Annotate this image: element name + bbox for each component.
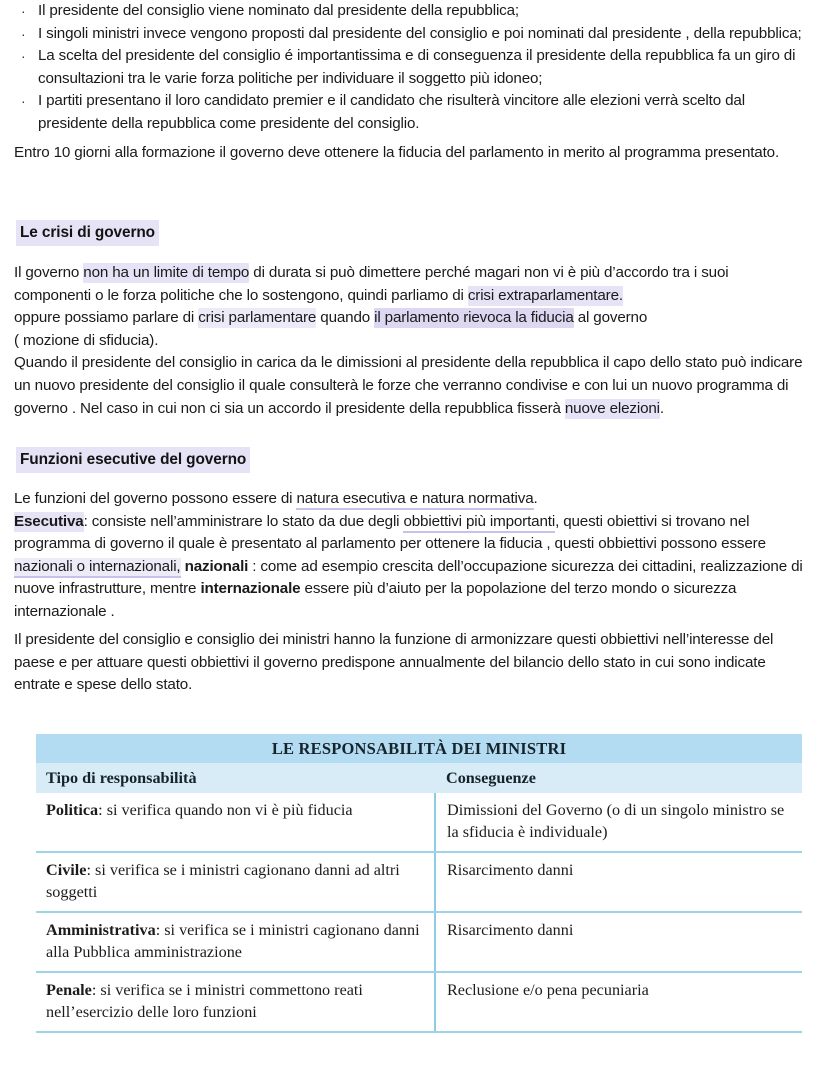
table-cell-tipo [36, 852, 435, 912]
list-item-text: Il presidente del consiglio viene nominato dal presidente della repubblica; [38, 2, 519, 19]
list-item [14, 23, 804, 46]
run-bold: nazionali [184, 557, 249, 575]
run-text: al governo [573, 309, 648, 327]
run-text: di durata si può dimettere perché magari non vi è più d’accordo tra i suoi componenti o le forza politiche che lo sostengono, quindi parliamo di [14, 264, 729, 304]
run-text: , questi obiettivi si trovano nel programma di governo il quale è presentato al parlamento per ottenere la fiducia , questi obbiettivi possono essere [14, 512, 766, 553]
responsibility-type-label: Amministrativa [46, 921, 156, 939]
table-row [36, 912, 802, 972]
run-highlight: crisi parlamentare [198, 309, 317, 327]
section-heading-crisi-block [16, 220, 806, 246]
responsibility-type-rest: : si verifica se i ministri cagionano danni ad altri soggetti [46, 861, 400, 901]
run-highlight-underline: nazionali o internazionali, [14, 558, 181, 578]
intro-bullet-list [14, 0, 804, 136]
bullet-point-icon: · [21, 93, 26, 110]
table-header-row [36, 763, 802, 793]
table-cell-conseguenza: Risarcimento danni [435, 852, 802, 912]
run-text: : come ad esempio crescita dell’occupazione sicurezza dei cittadini, realizzazione di nuove infrastrutture, mentre [14, 557, 803, 598]
responsibility-type-rest: : si verifica se i ministri cagionano danni alla Pubblica amministrazione [46, 921, 420, 961]
paragraph-crisi-2 [14, 307, 804, 330]
table-row [36, 972, 802, 1032]
run-text: . [533, 490, 538, 507]
run-highlight: non ha un limite di tempo [83, 264, 250, 281]
run-highlight: nuove elezioni [564, 399, 660, 417]
table-row [36, 852, 802, 912]
table-cell-conseguenza: Risarcimento danni [435, 912, 802, 972]
list-item-text: La scelta del presidente del consiglio é importantissima e di conseguenza il presidente della repubblica fa un giro di consultazioni tra le varie forza politiche per individuare il soggetto più idoneo; [38, 47, 796, 87]
table-cell-tipo [36, 912, 435, 972]
run-text: . [659, 399, 664, 417]
bullet-point-icon: · [21, 25, 26, 42]
table-title-row [36, 734, 802, 763]
intro-bullet-list-block [14, 0, 804, 136]
table-cell-conseguenza: Reclusione e/o pena pecuniaria [435, 972, 802, 1032]
section-body-funzioni [14, 488, 814, 624]
paragraph-funzioni-1 [14, 488, 814, 511]
closing-paragraph-block [14, 629, 804, 697]
bullet-point-icon: · [21, 48, 26, 65]
run-text: Le funzioni del governo possono essere di [14, 490, 297, 507]
section-body-crisi [14, 262, 804, 420]
paragraph-crisi-1 [14, 262, 804, 307]
list-item [14, 90, 804, 135]
table-column-header-conseguenze: Conseguenze [435, 763, 802, 793]
intro-closing-block [14, 142, 804, 165]
section-heading-funzioni-block [16, 447, 806, 473]
table-cell-tipo [36, 972, 435, 1032]
run-bold: internazionale [200, 580, 301, 598]
responsibility-type-rest: : si verifica quando non vi è più fiducia [98, 801, 353, 819]
run-text: Il governo [14, 264, 84, 281]
table-cell-tipo [36, 793, 435, 852]
paragraph-funzioni-2 [14, 511, 814, 624]
section-heading-crisi: Le crisi di governo [16, 220, 159, 246]
table-column-header-tipo: Tipo di responsabilità [36, 763, 435, 793]
list-item [14, 45, 804, 90]
list-item-text: I singoli ministri invece vengono proposti dal presidente del consiglio e poi nominati dal presidente , della repubblica; [38, 24, 802, 42]
table-row [36, 793, 802, 852]
list-item-text: I partiti presentano il loro candidato premier e il candidato che risulterà vincitore alle elezioni verrà scelto dal presidente della repubblica come presidente del consiglio. [38, 92, 745, 132]
bullet-point-icon: · [21, 3, 26, 19]
paragraph-crisi-3: ( mozione di sfiducia). [14, 331, 159, 349]
closing-paragraph: Il presidente del consiglio e consiglio dei ministri hanno la funzione di armonizzare questi obbiettivi nell’interesse del paese e per attuare questi obbiettivi il governo predispone annualmente del bilancio dello stato in cui sono indicate entrate e spese dello stato. [14, 631, 774, 694]
section-heading-funzioni: Funzioni esecutive del governo [16, 447, 250, 473]
run-bold-highlight: Esecutiva [14, 512, 84, 530]
responsibility-type-label: Penale [46, 981, 92, 999]
table-title: LE RESPONSABILITÀ DEI MINISTRI [36, 734, 802, 763]
run-highlight: crisi extraparlamentare. [467, 286, 623, 304]
run-highlight-strong: il parlamento rievoca la fiducia [374, 309, 574, 327]
responsibilities-table [36, 734, 802, 1033]
responsibility-type-label: Civile [46, 861, 87, 879]
run-text: oppure possiamo parlare di [14, 309, 199, 327]
table-cell-conseguenza: Dimissioni del Governo (o di un singolo ministro se la sfiducia è individuale) [435, 793, 802, 852]
responsibility-type-label: Politica [46, 801, 99, 819]
run-underline: natura esecutiva e natura normativa [296, 490, 533, 510]
run-text: quando [316, 309, 375, 327]
list-item [14, 0, 804, 23]
run-underline: obbiettivi più importanti [403, 513, 555, 533]
run-text: : consiste nell’amministrare lo stato da due degli [83, 512, 404, 530]
run-text: Quando il presidente del consiglio in carica da le dimissioni al presidente della repubblica il capo dello stato può indicare un nuovo presidente del consiglio il quale consulterà le forze che verranno condivise e con lui un nuovo programma di governo . Nel caso in cui non ci sia un accordo il presidente della repubblica fisserà [14, 354, 803, 417]
responsibilities-table-block [36, 734, 802, 1033]
responsibility-type-rest: : si verifica se i ministri commettono reati nell’esercizio delle loro funzioni [46, 981, 363, 1021]
intro-closing-paragraph: Entro 10 giorni alla formazione il governo deve ottenere la fiducia del parlamento in merito al programma presentato. [14, 144, 780, 161]
paragraph-crisi-4 [14, 352, 804, 420]
run-text: essere più d’aiuto per la popolazione del terzo mondo o sicurezza internazionale . [14, 580, 737, 620]
